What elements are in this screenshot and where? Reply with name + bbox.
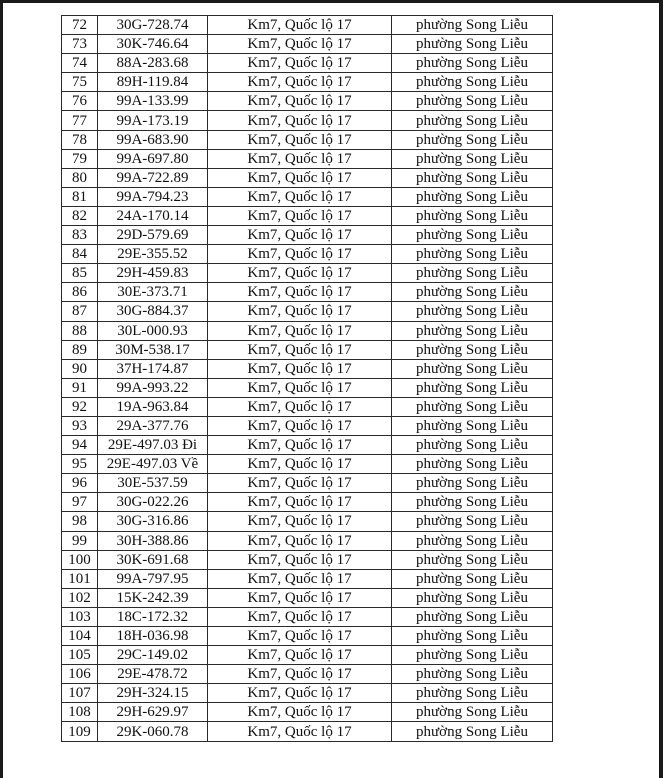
table-row — [62, 722, 553, 741]
ward-cell: phường Song Liễu — [392, 627, 553, 646]
location-cell: Km7, Quốc lộ 17 — [208, 187, 392, 206]
license-plate-cell: 30E-373.71 — [98, 283, 208, 302]
row-number-cell: 74 — [62, 54, 98, 73]
license-plate-cell: 30G-884.37 — [98, 302, 208, 321]
location-cell: Km7, Quốc lộ 17 — [208, 283, 392, 302]
row-number-cell: 82 — [62, 206, 98, 225]
table-row — [62, 283, 553, 302]
license-plate-cell: 18C-172.32 — [98, 607, 208, 626]
row-number-cell: 84 — [62, 245, 98, 264]
table-row — [62, 168, 553, 187]
ward-cell: phường Song Liễu — [392, 569, 553, 588]
license-plate-cell: 19A-963.84 — [98, 397, 208, 416]
table-row — [62, 569, 553, 588]
row-number-cell: 102 — [62, 588, 98, 607]
location-cell: Km7, Quốc lộ 17 — [208, 264, 392, 283]
ward-cell: phường Song Liễu — [392, 340, 553, 359]
license-plate-cell: 29K-060.78 — [98, 722, 208, 741]
location-cell: Km7, Quốc lộ 17 — [208, 35, 392, 54]
license-plate-cell: 89H-119.84 — [98, 73, 208, 92]
location-cell: Km7, Quốc lộ 17 — [208, 226, 392, 245]
ward-cell: phường Song Liễu — [392, 206, 553, 225]
row-number-cell: 101 — [62, 569, 98, 588]
row-number-cell: 105 — [62, 646, 98, 665]
ward-cell: phường Song Liễu — [392, 607, 553, 626]
ward-cell: phường Song Liễu — [392, 321, 553, 340]
ward-cell: phường Song Liễu — [392, 455, 553, 474]
table-row — [62, 531, 553, 550]
table-row — [62, 187, 553, 206]
row-number-cell: 72 — [62, 16, 98, 35]
table-row — [62, 245, 553, 264]
table-row — [62, 512, 553, 531]
license-plate-cell: 99A-993.22 — [98, 378, 208, 397]
location-cell: Km7, Quốc lộ 17 — [208, 206, 392, 225]
row-number-cell: 79 — [62, 149, 98, 168]
license-plate-cell: 30K-691.68 — [98, 550, 208, 569]
row-number-cell: 96 — [62, 474, 98, 493]
table-row — [62, 493, 553, 512]
row-number-cell: 107 — [62, 684, 98, 703]
table-row — [62, 149, 553, 168]
ward-cell: phường Song Liễu — [392, 16, 553, 35]
row-number-cell: 108 — [62, 703, 98, 722]
ward-cell: phường Song Liễu — [392, 665, 553, 684]
ward-cell: phường Song Liễu — [392, 493, 553, 512]
table-row — [62, 111, 553, 130]
license-plate-cell: 29H-629.97 — [98, 703, 208, 722]
license-plate-cell: 99A-683.90 — [98, 130, 208, 149]
location-cell: Km7, Quốc lộ 17 — [208, 722, 392, 741]
license-plate-cell: 37H-174.87 — [98, 359, 208, 378]
row-number-cell: 98 — [62, 512, 98, 531]
row-number-cell: 78 — [62, 130, 98, 149]
location-cell: Km7, Quốc lộ 17 — [208, 416, 392, 435]
location-cell: Km7, Quốc lộ 17 — [208, 130, 392, 149]
license-plate-cell: 29D-579.69 — [98, 226, 208, 245]
table-row — [62, 226, 553, 245]
ward-cell: phường Song Liễu — [392, 436, 553, 455]
license-plate-cell: 30G-316.86 — [98, 512, 208, 531]
ward-cell: phường Song Liễu — [392, 245, 553, 264]
location-cell: Km7, Quốc lộ 17 — [208, 302, 392, 321]
row-number-cell: 76 — [62, 92, 98, 111]
table-row — [62, 397, 553, 416]
row-number-cell: 86 — [62, 283, 98, 302]
ward-cell: phường Song Liễu — [392, 378, 553, 397]
ward-cell: phường Song Liễu — [392, 646, 553, 665]
license-plate-cell: 30K-746.64 — [98, 35, 208, 54]
table-row — [62, 550, 553, 569]
location-cell: Km7, Quốc lộ 17 — [208, 474, 392, 493]
ward-cell: phường Song Liễu — [392, 703, 553, 722]
row-number-cell: 85 — [62, 264, 98, 283]
license-plate-cell: 99A-797.95 — [98, 569, 208, 588]
license-plate-cell: 18H-036.98 — [98, 627, 208, 646]
location-cell: Km7, Quốc lộ 17 — [208, 378, 392, 397]
license-plate-cell: 30M-538.17 — [98, 340, 208, 359]
location-cell: Km7, Quốc lộ 17 — [208, 455, 392, 474]
ward-cell: phường Song Liễu — [392, 54, 553, 73]
ward-cell: phường Song Liễu — [392, 92, 553, 111]
license-plate-cell: 29E-355.52 — [98, 245, 208, 264]
table-row — [62, 130, 553, 149]
license-plate-cell: 29C-149.02 — [98, 646, 208, 665]
table-row — [62, 703, 553, 722]
license-plate-cell: 99A-722.89 — [98, 168, 208, 187]
license-plate-cell: 99A-794.23 — [98, 187, 208, 206]
table-row — [62, 416, 553, 435]
table-row — [62, 607, 553, 626]
row-number-cell: 89 — [62, 340, 98, 359]
license-plate-cell: 29E-497.03 Đi — [98, 436, 208, 455]
row-number-cell: 94 — [62, 436, 98, 455]
table-row — [62, 206, 553, 225]
table-row — [62, 340, 553, 359]
location-cell: Km7, Quốc lộ 17 — [208, 588, 392, 607]
row-number-cell: 109 — [62, 722, 98, 741]
row-number-cell: 104 — [62, 627, 98, 646]
location-cell: Km7, Quốc lộ 17 — [208, 569, 392, 588]
location-cell: Km7, Quốc lộ 17 — [208, 92, 392, 111]
license-plate-cell: 30L-000.93 — [98, 321, 208, 340]
violation-plate-table — [61, 15, 553, 742]
table-row — [62, 359, 553, 378]
ward-cell: phường Song Liễu — [392, 73, 553, 92]
row-number-cell: 100 — [62, 550, 98, 569]
row-number-cell: 92 — [62, 397, 98, 416]
table-row — [62, 588, 553, 607]
table-row — [62, 665, 553, 684]
ward-cell: phường Song Liễu — [392, 187, 553, 206]
location-cell: Km7, Quốc lộ 17 — [208, 359, 392, 378]
location-cell: Km7, Quốc lộ 17 — [208, 627, 392, 646]
row-number-cell: 75 — [62, 73, 98, 92]
row-number-cell: 103 — [62, 607, 98, 626]
ward-cell: phường Song Liễu — [392, 283, 553, 302]
license-plate-cell: 29A-377.76 — [98, 416, 208, 435]
ward-cell: phường Song Liễu — [392, 512, 553, 531]
ward-cell: phường Song Liễu — [392, 264, 553, 283]
location-cell: Km7, Quốc lộ 17 — [208, 340, 392, 359]
license-plate-cell: 99A-133.99 — [98, 92, 208, 111]
table-row — [62, 455, 553, 474]
table-row — [62, 264, 553, 283]
ward-cell: phường Song Liễu — [392, 226, 553, 245]
location-cell: Km7, Quốc lộ 17 — [208, 646, 392, 665]
location-cell: Km7, Quốc lộ 17 — [208, 16, 392, 35]
row-number-cell: 97 — [62, 493, 98, 512]
location-cell: Km7, Quốc lộ 17 — [208, 436, 392, 455]
license-plate-cell: 30G-728.74 — [98, 16, 208, 35]
row-number-cell: 106 — [62, 665, 98, 684]
ward-cell: phường Song Liễu — [392, 588, 553, 607]
location-cell: Km7, Quốc lộ 17 — [208, 550, 392, 569]
row-number-cell: 87 — [62, 302, 98, 321]
row-number-cell: 99 — [62, 531, 98, 550]
table-row — [62, 684, 553, 703]
row-number-cell: 81 — [62, 187, 98, 206]
location-cell: Km7, Quốc lộ 17 — [208, 493, 392, 512]
location-cell: Km7, Quốc lộ 17 — [208, 321, 392, 340]
location-cell: Km7, Quốc lộ 17 — [208, 149, 392, 168]
license-plate-cell: 88A-283.68 — [98, 54, 208, 73]
table-row — [62, 378, 553, 397]
table-body — [62, 16, 553, 742]
table-row — [62, 627, 553, 646]
ward-cell: phường Song Liễu — [392, 35, 553, 54]
ward-cell: phường Song Liễu — [392, 531, 553, 550]
table-row — [62, 54, 553, 73]
table-row — [62, 321, 553, 340]
location-cell: Km7, Quốc lộ 17 — [208, 512, 392, 531]
table-row — [62, 646, 553, 665]
table-row — [62, 474, 553, 493]
location-cell: Km7, Quốc lộ 17 — [208, 245, 392, 264]
location-cell: Km7, Quốc lộ 17 — [208, 111, 392, 130]
license-plate-cell: 24A-170.14 — [98, 206, 208, 225]
license-plate-cell: 30G-022.26 — [98, 493, 208, 512]
table-row — [62, 16, 553, 35]
location-cell: Km7, Quốc lộ 17 — [208, 607, 392, 626]
row-number-cell: 95 — [62, 455, 98, 474]
row-number-cell: 80 — [62, 168, 98, 187]
license-plate-cell: 30H-388.86 — [98, 531, 208, 550]
row-number-cell: 77 — [62, 111, 98, 130]
location-cell: Km7, Quốc lộ 17 — [208, 703, 392, 722]
license-plate-cell: 15K-242.39 — [98, 588, 208, 607]
row-number-cell: 93 — [62, 416, 98, 435]
ward-cell: phường Song Liễu — [392, 302, 553, 321]
row-number-cell: 91 — [62, 378, 98, 397]
license-plate-cell: 99A-697.80 — [98, 149, 208, 168]
ward-cell: phường Song Liễu — [392, 416, 553, 435]
table-row — [62, 92, 553, 111]
location-cell: Km7, Quốc lộ 17 — [208, 684, 392, 703]
ward-cell: phường Song Liễu — [392, 149, 553, 168]
location-cell: Km7, Quốc lộ 17 — [208, 531, 392, 550]
license-plate-cell: 29H-459.83 — [98, 264, 208, 283]
ward-cell: phường Song Liễu — [392, 168, 553, 187]
row-number-cell: 88 — [62, 321, 98, 340]
ward-cell: phường Song Liễu — [392, 474, 553, 493]
ward-cell: phường Song Liễu — [392, 111, 553, 130]
location-cell: Km7, Quốc lộ 17 — [208, 168, 392, 187]
ward-cell: phường Song Liễu — [392, 684, 553, 703]
ward-cell: phường Song Liễu — [392, 550, 553, 569]
ward-cell: phường Song Liễu — [392, 397, 553, 416]
license-plate-cell: 30E-537.59 — [98, 474, 208, 493]
location-cell: Km7, Quốc lộ 17 — [208, 665, 392, 684]
license-plate-cell: 99A-173.19 — [98, 111, 208, 130]
ward-cell: phường Song Liễu — [392, 722, 553, 741]
row-number-cell: 73 — [62, 35, 98, 54]
table-row — [62, 35, 553, 54]
location-cell: Km7, Quốc lộ 17 — [208, 73, 392, 92]
table-row — [62, 302, 553, 321]
license-plate-cell: 29E-478.72 — [98, 665, 208, 684]
table-row — [62, 436, 553, 455]
license-plate-cell: 29H-324.15 — [98, 684, 208, 703]
ward-cell: phường Song Liễu — [392, 359, 553, 378]
row-number-cell: 83 — [62, 226, 98, 245]
table-row — [62, 73, 553, 92]
ward-cell: phường Song Liễu — [392, 130, 553, 149]
location-cell: Km7, Quốc lộ 17 — [208, 397, 392, 416]
location-cell: Km7, Quốc lộ 17 — [208, 54, 392, 73]
license-plate-cell: 29E-497.03 Về — [98, 455, 208, 474]
row-number-cell: 90 — [62, 359, 98, 378]
